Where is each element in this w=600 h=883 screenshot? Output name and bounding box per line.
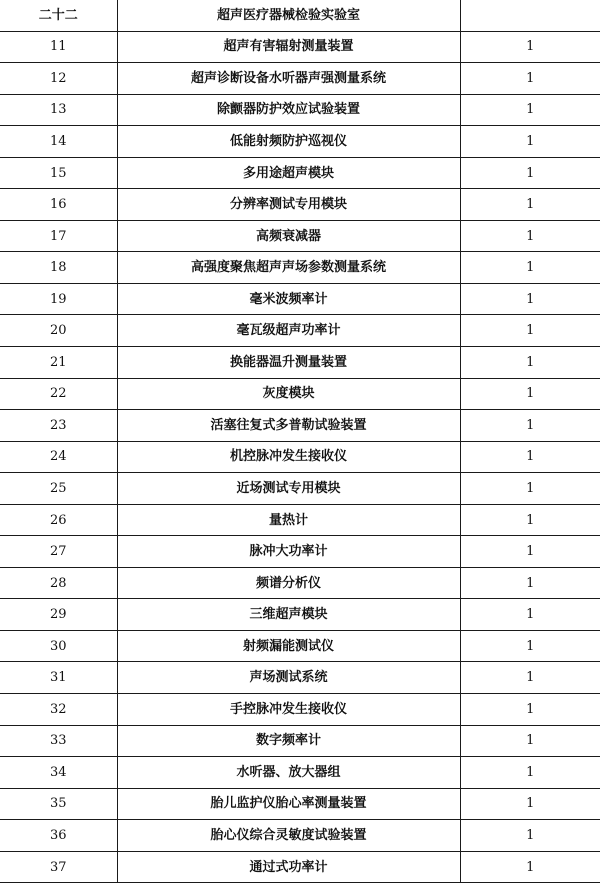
item-name: 数字频率计 — [117, 725, 460, 757]
item-quantity: 1 — [460, 126, 600, 158]
table-row — [0, 126, 600, 158]
row-number: 21 — [0, 347, 117, 379]
table-row — [0, 725, 600, 757]
row-number: 13 — [0, 94, 117, 126]
row-number: 27 — [0, 536, 117, 568]
item-quantity: 1 — [460, 315, 600, 347]
item-quantity: 1 — [460, 694, 600, 726]
item-name: 灰度模块 — [117, 378, 460, 410]
item-quantity: 1 — [460, 252, 600, 284]
item-quantity: 1 — [460, 220, 600, 252]
item-name: 超声诊断设备水听器声强测量系统 — [117, 63, 460, 95]
section-title: 超声医疗器械检验实验室 — [117, 0, 460, 31]
table-row — [0, 252, 600, 284]
row-number: 26 — [0, 504, 117, 536]
table-row — [0, 694, 600, 726]
item-quantity: 1 — [460, 504, 600, 536]
item-name: 量热计 — [117, 504, 460, 536]
item-quantity: 1 — [460, 347, 600, 379]
table-row — [0, 788, 600, 820]
row-number: 23 — [0, 410, 117, 442]
item-quantity: 1 — [460, 630, 600, 662]
row-number: 25 — [0, 473, 117, 505]
item-quantity: 1 — [460, 441, 600, 473]
item-quantity: 1 — [460, 63, 600, 95]
item-quantity: 1 — [460, 757, 600, 789]
item-name: 频谱分析仪 — [117, 567, 460, 599]
item-quantity: 1 — [460, 662, 600, 694]
item-quantity: 1 — [460, 94, 600, 126]
item-name: 胎儿监护仪胎心率测量装置 — [117, 788, 460, 820]
item-quantity: 1 — [460, 851, 600, 883]
item-name: 近场测试专用模块 — [117, 473, 460, 505]
row-number: 22 — [0, 378, 117, 410]
item-name: 手控脉冲发生接收仪 — [117, 694, 460, 726]
table-row — [0, 157, 600, 189]
item-quantity: 1 — [460, 599, 600, 631]
table-row — [0, 31, 600, 63]
table-row — [0, 378, 600, 410]
row-number: 37 — [0, 851, 117, 883]
item-quantity: 1 — [460, 378, 600, 410]
item-name: 超声有害辐射测量装置 — [117, 31, 460, 63]
row-number: 32 — [0, 694, 117, 726]
row-number: 12 — [0, 63, 117, 95]
table-row — [0, 94, 600, 126]
row-number: 36 — [0, 820, 117, 852]
item-quantity: 1 — [460, 473, 600, 505]
item-name: 水听器、放大器组 — [117, 757, 460, 789]
row-number: 17 — [0, 220, 117, 252]
row-number: 14 — [0, 126, 117, 158]
item-name: 活塞往复式多普勒试验装置 — [117, 410, 460, 442]
item-name: 脉冲大功率计 — [117, 536, 460, 568]
table-row — [0, 536, 600, 568]
table-row — [0, 63, 600, 95]
section-index: 二十二 — [0, 0, 117, 31]
item-name: 毫瓦级超声功率计 — [117, 315, 460, 347]
table-row — [0, 504, 600, 536]
row-number: 34 — [0, 757, 117, 789]
item-name: 多用途超声模块 — [117, 157, 460, 189]
item-quantity: 1 — [460, 725, 600, 757]
row-number: 16 — [0, 189, 117, 221]
row-number: 28 — [0, 567, 117, 599]
item-quantity: 1 — [460, 820, 600, 852]
row-number: 33 — [0, 725, 117, 757]
table-row — [0, 347, 600, 379]
row-number: 19 — [0, 283, 117, 315]
row-number: 11 — [0, 31, 117, 63]
table-row — [0, 441, 600, 473]
table-row — [0, 473, 600, 505]
table-row — [0, 630, 600, 662]
item-quantity: 1 — [460, 567, 600, 599]
item-quantity: 1 — [460, 410, 600, 442]
item-name: 毫米波频率计 — [117, 283, 460, 315]
row-number: 30 — [0, 630, 117, 662]
table-row — [0, 757, 600, 789]
row-number: 29 — [0, 599, 117, 631]
item-name: 机控脉冲发生接收仪 — [117, 441, 460, 473]
row-number: 24 — [0, 441, 117, 473]
row-number: 35 — [0, 788, 117, 820]
section-header-row — [0, 0, 600, 31]
table-row — [0, 662, 600, 694]
item-name: 分辨率测试专用模块 — [117, 189, 460, 221]
item-name: 高强度聚焦超声声场参数测量系统 — [117, 252, 460, 284]
item-quantity: 1 — [460, 189, 600, 221]
item-quantity: 1 — [460, 283, 600, 315]
item-quantity: 1 — [460, 31, 600, 63]
item-name: 射频漏能测试仪 — [117, 630, 460, 662]
table-row — [0, 410, 600, 442]
table-row — [0, 189, 600, 221]
table-row — [0, 283, 600, 315]
table-row — [0, 820, 600, 852]
row-number: 20 — [0, 315, 117, 347]
item-quantity: 1 — [460, 157, 600, 189]
table-row — [0, 220, 600, 252]
table-row — [0, 567, 600, 599]
item-quantity: 1 — [460, 536, 600, 568]
table-row — [0, 599, 600, 631]
item-quantity: 1 — [460, 788, 600, 820]
item-name: 通过式功率计 — [117, 851, 460, 883]
table-row — [0, 851, 600, 883]
item-name: 声场测试系统 — [117, 662, 460, 694]
item-name: 换能器温升测量装置 — [117, 347, 460, 379]
item-name: 三维超声模块 — [117, 599, 460, 631]
item-name: 低能射频防护巡视仪 — [117, 126, 460, 158]
row-number: 15 — [0, 157, 117, 189]
section-count — [460, 0, 600, 31]
row-number: 18 — [0, 252, 117, 284]
item-name: 除颤器防护效应试验装置 — [117, 94, 460, 126]
item-name: 胎心仪综合灵敏度试验装置 — [117, 820, 460, 852]
row-number: 31 — [0, 662, 117, 694]
item-name: 高频衰减器 — [117, 220, 460, 252]
table-row — [0, 315, 600, 347]
